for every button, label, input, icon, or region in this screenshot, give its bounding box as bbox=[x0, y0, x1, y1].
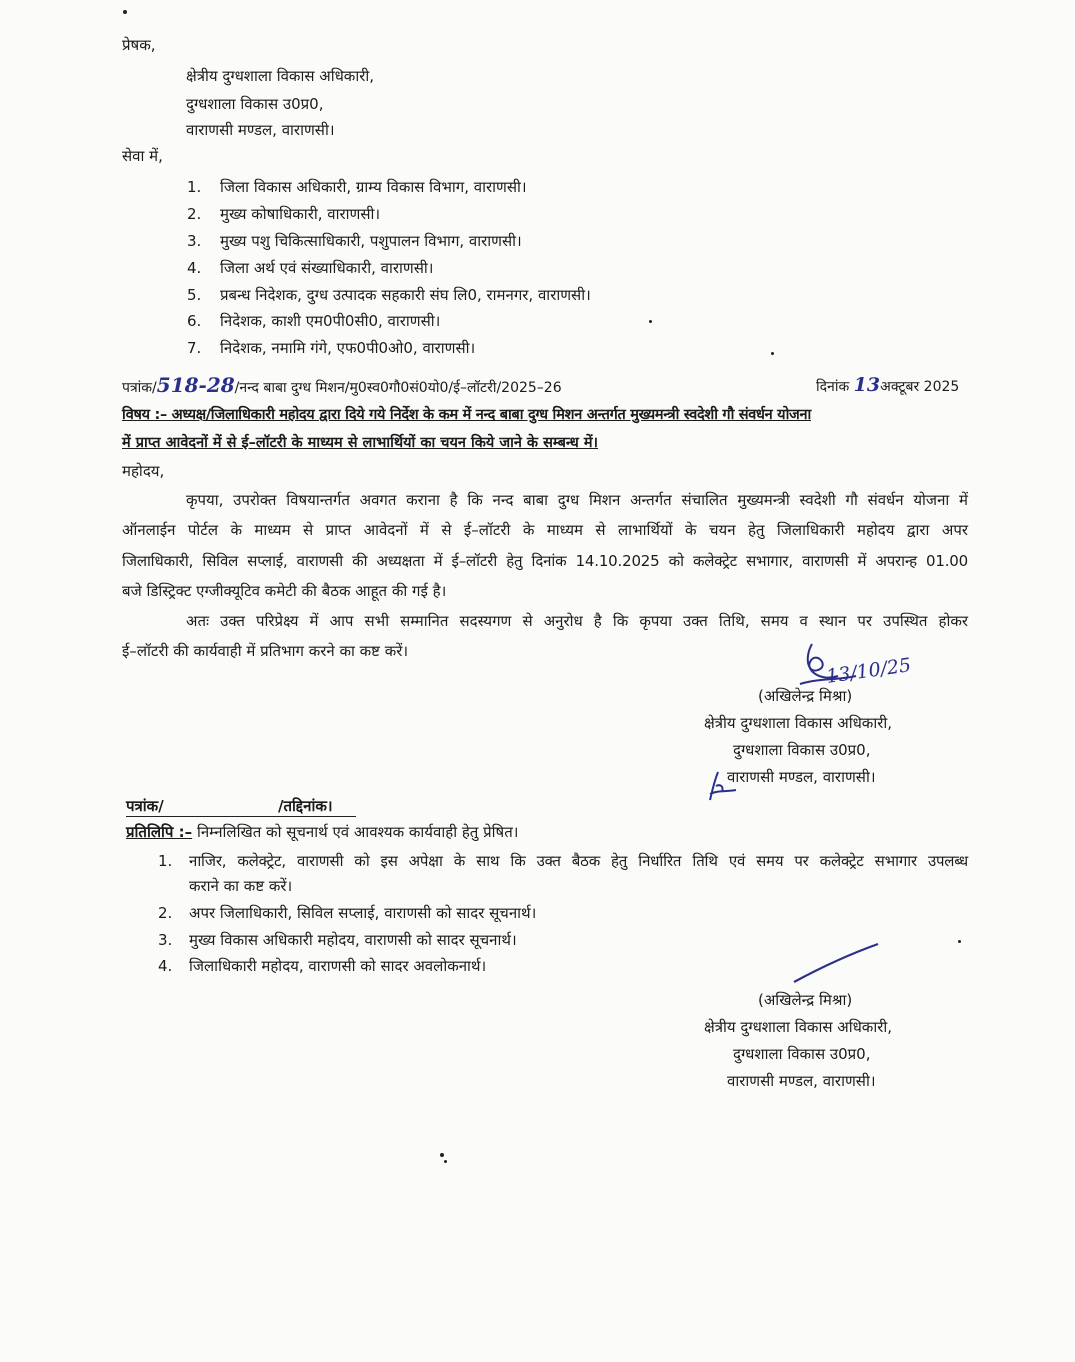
signatory-department: दुग्धशाला विकास उ0प्र0, bbox=[733, 1045, 871, 1063]
subject-line-2: में प्राप्त आवेदनों में से ई–लॉटरी के माध्यम से लाभार्थियों का चयन किये जाने के सम्बन्ध में। bbox=[122, 435, 599, 451]
body-paragraph-1-line: कृपया, उपरोक्त विषयान्तर्गत अवगत कराना है कि नन्द बाबा दुग्ध मिशन अन्तर्गत संचालित मुख्यमन्त्री स्वदेशी गौ संवर्धन योजना में bbox=[186, 491, 968, 509]
copy-reference-suffix: /तद्दिनांक। bbox=[278, 797, 333, 815]
copy-item-number: 4. bbox=[158, 957, 173, 975]
signatory-name: (अखिलेन्द्र मिश्रा) bbox=[758, 687, 853, 705]
date-label: दिनांक bbox=[816, 379, 850, 395]
copy-item: जिलाधिकारी महोदय, वाराणसी को सादर अवलोकनार्थ। bbox=[189, 957, 487, 975]
body-paragraph-2-line: ई–लॉटरी की कार्यवाही में प्रतिभाग करने का कष्ट करें। bbox=[122, 642, 409, 660]
body-paragraph-2-line: अतः उक्त परिप्रेक्ष्य में आप सभी सम्मानित सदस्यगण से अनुरोध है कि कृपया उक्त तिथि, समय व स्थान पर उपस्थित होकर bbox=[186, 612, 968, 630]
sender-department: दुग्धशाला विकास उ0प्र0, bbox=[186, 95, 324, 113]
recipient-number: 4. bbox=[187, 259, 202, 277]
paper-speck bbox=[771, 352, 774, 355]
recipient-item: प्रबन्ध निदेशक, दुग्ध उत्पादक सहकारी संघ लि0, रामनगर, वाराणसी। bbox=[220, 286, 591, 304]
signatory-office: वाराणसी मण्डल, वाराणसी। bbox=[727, 1072, 876, 1090]
copy-item-continued: कराने का कष्ट करें। bbox=[189, 877, 293, 895]
sender-label: प्रेषक, bbox=[122, 36, 156, 54]
recipient-item: जिला अर्थ एवं संख्याधिकारी, वाराणसी। bbox=[220, 259, 434, 277]
date-suffix: अक्टूबर 2025 bbox=[880, 379, 960, 395]
signatory-name: (अखिलेन्द्र मिश्रा) bbox=[758, 991, 853, 1009]
recipient-item: मुख्य पशु चिकित्साधिकारी, पशुपालन विभाग, वाराणसी। bbox=[220, 232, 522, 250]
salutation: महोदय, bbox=[122, 462, 165, 480]
signatory-department: दुग्धशाला विकास उ0प्र0, bbox=[733, 741, 871, 759]
copy-item-number: 1. bbox=[158, 852, 173, 870]
body-paragraph-1-line: ऑनलाईन पोर्टल के माध्यम से प्राप्त आवेदनों में से ई–लॉटरी के माध्यम से लाभार्थियों के चयन हेतु जिलाधिकारी महोदय द्वारा अपर bbox=[122, 521, 968, 539]
copy-reference-underline bbox=[126, 816, 356, 817]
initials-scribble bbox=[704, 770, 740, 804]
signatory-designation: क्षेत्रीय दुग्धशाला विकास अधिकारी, bbox=[704, 714, 893, 732]
recipient-item: जिला विकास अधिकारी, ग्राम्य विकास विभाग, वाराणसी। bbox=[220, 178, 527, 196]
recipient-number: 7. bbox=[187, 339, 202, 357]
sender-office: वाराणसी मण्डल, वाराणसी। bbox=[186, 121, 335, 139]
copy-item-number: 3. bbox=[158, 931, 173, 949]
paper-speck bbox=[444, 1160, 447, 1163]
paper-speck bbox=[958, 940, 961, 943]
signatory-office: वाराणसी मण्डल, वाराणसी। bbox=[727, 768, 876, 786]
recipient-item: निदेशक, नमामि गंगे, एफ0पी0ओ0, वाराणसी। bbox=[220, 339, 476, 357]
date-handwritten: 13 bbox=[853, 374, 881, 396]
signature-date-handwritten: 13/10/25 bbox=[824, 654, 913, 688]
recipient-number: 5. bbox=[187, 286, 202, 304]
copy-item: अपर जिलाधिकारी, सिविल सप्लाई, वाराणसी को सादर सूचनार्थ। bbox=[189, 904, 537, 922]
recipient-number: 1. bbox=[187, 178, 202, 196]
reference-suffix: /नन्द बाबा दुग्ध मिशन/मु0स्व0गौ0सं0यो0/ई–लॉटरी/2025–26 bbox=[234, 380, 562, 396]
copy-item-number: 2. bbox=[158, 904, 173, 922]
copy-item: मुख्य विकास अधिकारी महोदय, वाराणसी को सादर सूचनार्थ। bbox=[189, 931, 517, 949]
reference-line bbox=[122, 374, 562, 399]
reference-prefix: पत्रांक/ bbox=[122, 380, 157, 396]
recipient-number: 6. bbox=[187, 312, 202, 330]
sender-designation: क्षेत्रीय दुग्धशाला विकास अधिकारी, bbox=[186, 67, 375, 85]
subject-line-1: विषय :– अध्यक्ष/जिलाधिकारी महोदय द्वारा दिये गये निर्देश के कम में नन्द बाबा दुग्ध मिशन अन्तर्गत मुख्यमन्त्री स्वदेशी गौ संवर्धन योजना bbox=[122, 407, 811, 423]
copy-reference-prefix: पत्रांक/ bbox=[126, 797, 164, 815]
copy-to-line bbox=[126, 822, 518, 842]
paper-speck bbox=[123, 10, 127, 14]
paper-speck bbox=[649, 320, 652, 323]
recipient-item: मुख्य कोषाधिकारी, वाराणसी। bbox=[220, 205, 381, 223]
recipient-item: निदेशक, काशी एम0पी0सी0, वाराणसी। bbox=[220, 312, 441, 330]
body-paragraph-1-line: बजे डिस्ट्रिक्ट एग्जीक्यूटिव कमेटी की बैठक आहूत की गई है। bbox=[122, 582, 447, 600]
copy-to-intro: निम्नलिखित को सूचनार्थ एवं आवश्यक कार्यवाही हेतु प्रेषित। bbox=[196, 823, 519, 841]
signatory-designation: क्षेत्रीय दुग्धशाला विकास अधिकारी, bbox=[704, 1018, 893, 1036]
reference-number-handwritten: 518-28 bbox=[156, 373, 235, 397]
reference-date bbox=[816, 374, 959, 398]
copy-item: नाजिर, कलेक्ट्रेट, वाराणसी को इस अपेक्षा के साथ कि उक्त बैठक हेतु निर्धारित तिथि एवं समय पर कलेक्ट्रेट सभागार उपलब्ध bbox=[189, 852, 968, 870]
recipient-number: 3. bbox=[187, 232, 202, 250]
copy-to-label: प्रतिलिपि :– bbox=[126, 823, 193, 841]
signature-stroke bbox=[790, 940, 882, 986]
paper-speck bbox=[440, 1153, 444, 1157]
recipients-label: सेवा में, bbox=[122, 147, 163, 165]
body-paragraph-1-line: जिलाधिकारी, सिविल सप्लाई, वाराणसी की अध्यक्षता में ई–लॉटरी हेतु दिनांक 14.10.2025 को कलेक्ट्रेट सभागार, वाराणसी में अपरान्ह 01.00 bbox=[122, 552, 968, 570]
recipient-number: 2. bbox=[187, 205, 202, 223]
